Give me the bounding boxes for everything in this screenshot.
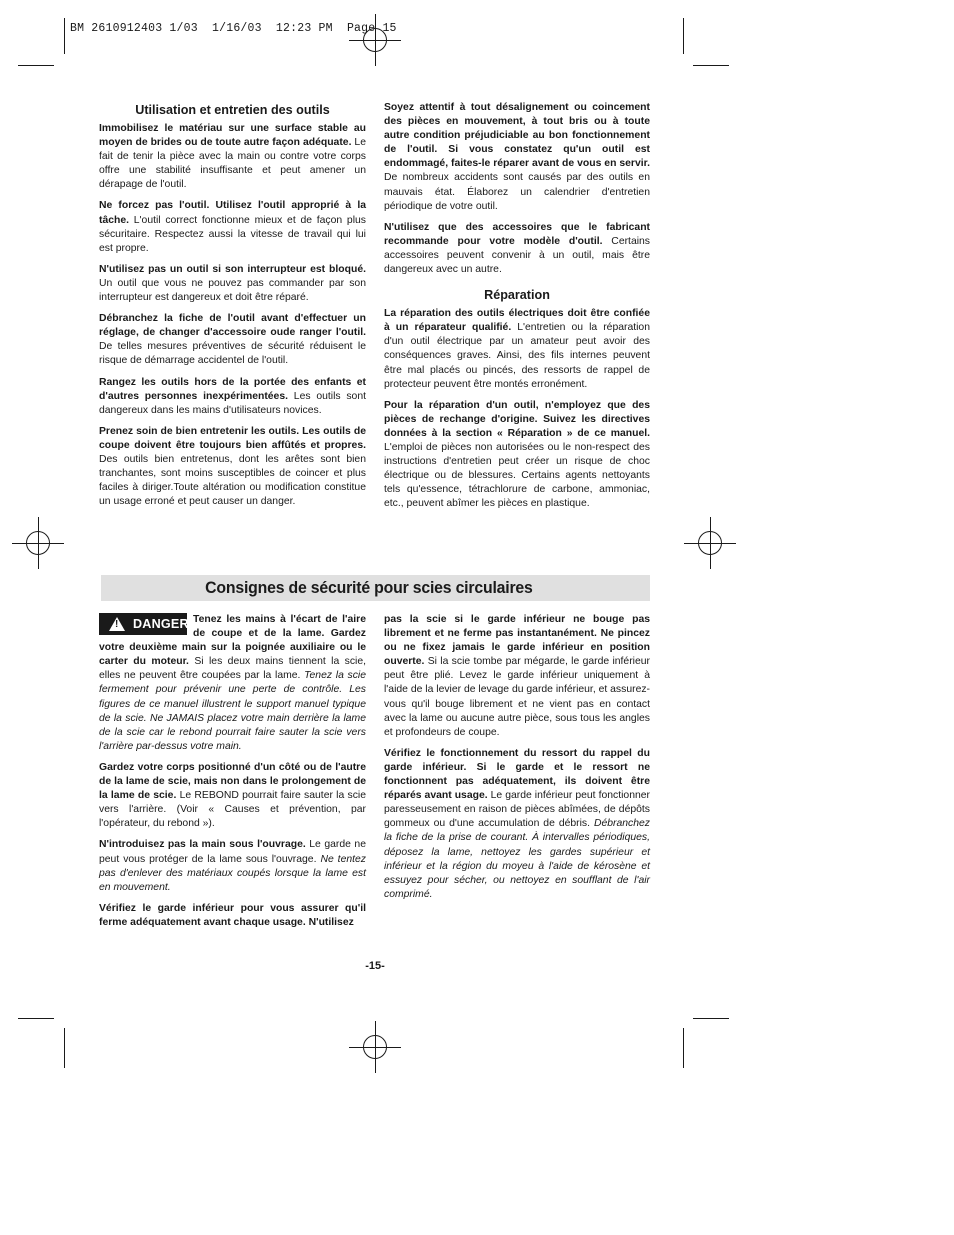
body-text: De telles mesures préventives de sécurité réduisent le risque de démarrage accidentel de l'outil.: [99, 341, 366, 367]
body-text: Si la scie tombe par mégarde, le garde inférieur peut être plié. Levez le garde inférieur uniquement à l'aide de la levier de levage du garde inférieur, et assurez-vous qu'il bouge librement et ne vient pas en contact avec la lame ou aucune autre pièce, sous tous les angles et profondeurs de coupe.: [384, 656, 650, 738]
registration-mark-right: [684, 517, 736, 569]
section-title-bar: [101, 575, 650, 601]
italic-text: Tenez la scie fermement pour prévenir une perte de contrôle. Les figures de ce manuel illustrent le support manuel typique de la scie. Ne JAMAIS placez votre main derrière la lame de la scie car le rebond pourrait faire sauter la scie vers l'arrière par-dessus votre main.: [99, 670, 367, 752]
crop-mark: [64, 18, 65, 54]
bold-text: Pour la réparation d'un outil, n'employez que des pièces de rechange d'origine. Suivez les directives données à la section « Réparation » de ce manuel.: [384, 399, 650, 439]
danger-label: DANGER: [133, 616, 189, 631]
warning-triangle-icon: [109, 617, 125, 631]
body-text: De nombreux accidents sont causés par des outils en mauvais état. Élaborez un calendrier d'entretien périodique de votre outil.: [384, 172, 650, 212]
body-text: L'entretien ou la réparation d'un outil électrique par un amateur peut avoir des conséquences graves. Ainsi, des fils internes peuvent être mal placés ou pincés, des ressorts de rappel de protecteur peuvent être montés erronément.: [384, 322, 650, 390]
section-title: Consignes de sécurité pour scies circulaires: [205, 578, 533, 597]
body-text: Un outil que vous ne pouvez pas commander par son interrupteur est dangereux et doit être réparé.: [99, 277, 366, 304]
crop-mark: [693, 1018, 729, 1019]
paragraph: [99, 263, 366, 305]
paragraph: [99, 376, 366, 418]
paragraph: [384, 307, 650, 392]
italic-text: Débranchez la fiche de la prise de courant. À intervalles périodiques, déposez la lame, nettoyez les gardes supérieur et inférieur et la région du moyeu à l'aide de kérosène et essuyez pour sécher, ou nettoyez en soufflant de l'air comprimé.: [384, 818, 650, 900]
crop-mark: [683, 1028, 684, 1068]
body-text: Si les deux mains tiennent la scie, elles ne peuvent être coupées par la lame.: [99, 656, 367, 682]
lower-left-column: [99, 613, 366, 937]
bold-text: N'utilisez pas un outil si son interrupteur est bloqué.: [99, 263, 366, 275]
body-text: Le fait de tenir la pièce avec la main ou contre votre corps offre une stabilité insuffisante et peut amener un dérapage de l'outil.: [99, 137, 366, 191]
lower-right-column: [384, 613, 650, 909]
danger-badge: [99, 613, 187, 635]
bold-text: Ne forcez pas l'outil. Utilisez l'outil approprié à la tâche.: [99, 200, 366, 226]
registration-mark-left: [12, 517, 64, 569]
paragraph: [99, 902, 366, 930]
bold-text: Soyez attentif à tout désalignement ou coincement des pièces en mouvement, à tout bris ou à toute autre condition préjudiciable au bon fonctionnement de l'outil. Si vous constatez qu'un outil est endommagé, faites-le réparer avant de vous en servir.: [384, 102, 650, 170]
body-text: Les outils sont dangereux dans les mains d'utilisateurs novices.: [99, 390, 366, 416]
body-text: Le REBOND pourrait faire sauter la scie vers l'arrière. (Voir « Causes et prévention, par l'opérateur, du rebond »).: [99, 790, 366, 830]
body-text: Des outils bien entretenus, dont les arêtes sont bien tranchantes, sont moins susceptibles de coincer et plus faciles à diriger.Toute altération ou modification constitue un usage erroné et peut causer un danger.: [99, 453, 366, 508]
crop-mark: [64, 1028, 65, 1068]
exclamation-icon: !: [115, 619, 119, 630]
bold-text: Gardez votre corps positionné d'un côté ou de l'autre de la lame de scie, mais non dans le prolongement de la lame de scie.: [99, 761, 366, 802]
bold-text: Immobilisez le matériau sur une surface stable au moyen de brides ou de toute autre façon adéquate.: [99, 123, 366, 149]
page-number: -15-: [365, 960, 385, 972]
bold-text: Vérifiez le fonctionnement du ressort du rappel du garde inférieur. Si le garde et le ressort ne fonctionnent pas adéquatement, ils doivent être réparés avant usage.: [384, 747, 650, 802]
italic-text: Ne tentez pas d'enlever des matériaux coupés lorsque la lame est en mouvement.: [99, 853, 366, 893]
paragraph: [384, 613, 650, 740]
paragraph: [384, 747, 650, 902]
bold-text: Tenez les mains à l'écart de l'aire de coupe et de la lame. Gardez votre deuxième main sur la poignée auxiliaire ou le carter du moteur.: [99, 614, 366, 668]
paragraph: [99, 122, 366, 192]
bold-text: Débranchez la fiche de l'outil avant d'effectuer un réglage, de changer d'accessoire oude ranger l'outil.: [99, 313, 366, 339]
registration-mark-bottom: [349, 1021, 401, 1073]
paragraph: [99, 613, 366, 754]
crop-mark: [18, 1018, 54, 1019]
paragraph: [384, 399, 650, 512]
print-slug: BM 2610912403 1/03 1/16/03 12:23 PM Page 15: [70, 22, 397, 35]
bold-text: Rangez les outils hors de la portée des enfants et d'autres personnes inexpérimentées.: [99, 376, 366, 402]
body-text: L'emploi de pièces non autorisées ou le non-respect des instructions d'entretien peut créer un risque de choc électrique ou de blessures. Certains agents nettoyants tels qu'essence, tétrachlorure de carbone, ammoniac, etc., peuvent abîmer les pièces en plastique.: [384, 441, 650, 510]
bold-text: Vérifiez le garde inférieur pour vous assurer qu'il ferme adéquatement avant chaque usage. N'utilisez: [99, 902, 366, 928]
body-text: Le garde ne peut vous protéger de la lame sous l'ouvrage.: [99, 839, 366, 865]
crop-mark: [18, 65, 54, 66]
paragraph: [99, 761, 366, 831]
crop-mark: [693, 65, 729, 66]
section-heading-reparation: Réparation: [484, 288, 550, 303]
bold-text: La réparation des outils électriques doit être confiée à un réparateur qualifié.: [384, 308, 650, 334]
body-text: Certains accessoires peuvent convenir à un outil, mais être dangereux avec un autre.: [384, 235, 650, 276]
paragraph: [384, 101, 650, 214]
paragraph: [99, 425, 366, 510]
paragraph: [99, 199, 366, 255]
section-heading-utilisation: Utilisation et entretien des outils: [135, 103, 330, 117]
body-text: Le garde inférieur peut fonctionner paresseusement en raison de pièces abîmées, de dépôts gommeux ou d'une accumulation de débris.: [384, 790, 650, 830]
upper-right-column: [384, 101, 650, 518]
upper-left-column: [99, 102, 366, 516]
paragraph: [99, 838, 366, 894]
crop-mark: [683, 18, 684, 54]
bold-text: Prenez soin de bien entretenir les outils. Les outils de coupe doivent être toujours bien affûtés et propres.: [99, 425, 366, 451]
paragraph: [384, 221, 650, 277]
bold-text: pas la scie si le garde inférieur ne bouge pas librement et ne ferme pas instantanément. Ne pincez ou ne fixez jamais le garde inférieur en position ouverte.: [384, 614, 650, 668]
paragraph: [99, 312, 366, 368]
body-text: L'outil correct fonctionne mieux et de façon plus sécuritaire. Respectez aussi la vitesse de travail qui lui est propre.: [99, 214, 366, 254]
bold-text: N'introduisez pas la main sous l'ouvrage.: [99, 839, 306, 851]
bold-text: N'utilisez que des accessoires que le fabricant recommande pour votre modèle d'outil.: [384, 221, 650, 247]
